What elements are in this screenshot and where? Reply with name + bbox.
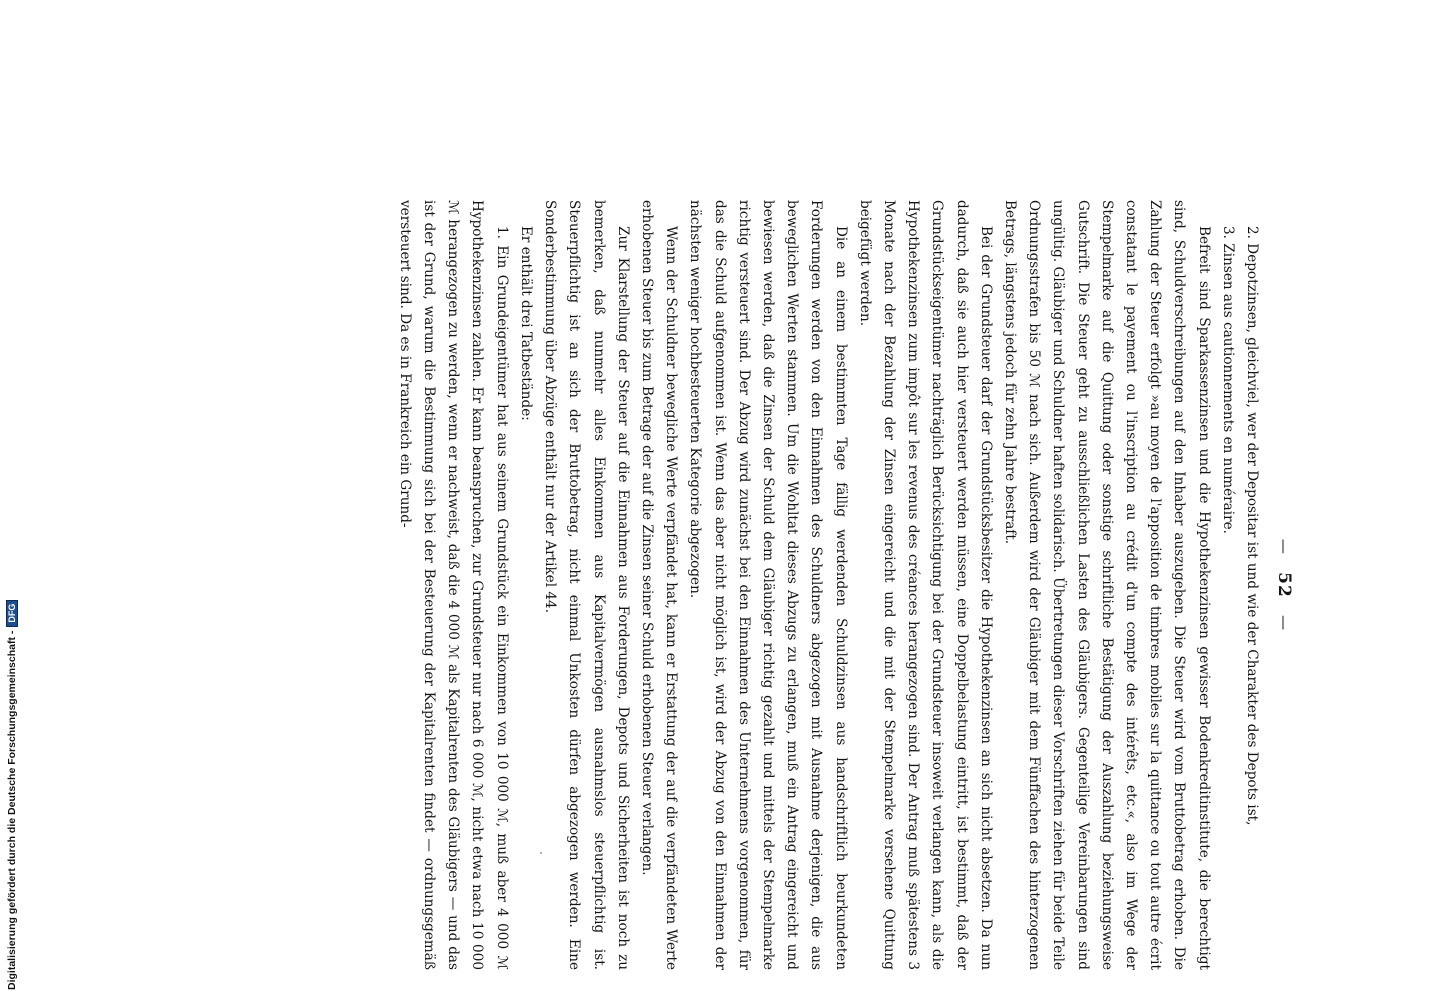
page-text [393, 200, 1264, 970]
credit-text: Digitalisierung gefördert durch die Deutsche Forschungsgemeinschaft - [6, 630, 18, 990]
dfg-logo: DFG [6, 600, 18, 627]
paragraph: Zur Klarstellung der Steuer auf die Einnahmen aus Forderungen, Depots und Sicherheiten ist noch zu bemerken, daß nunmehr alles Einkommen aus Kapitalvermögen ausnahmslos steuerpflichtig ist. Steuerpflichtig ist an sich der Bruttobetrag, nicht einmal Unkosten dürfen abgezogen werden. Eine Sonderbestimmung über Abzüge enthält nur der Artikel 44. [542, 200, 631, 970]
paragraph: 2. Depotzinsen, gleichviel, wer der Depositar ist und wie der Charakter des Depots ist, [1244, 226, 1260, 826]
page-number: 52 [1274, 572, 1294, 598]
paragraph: Bei der Grundsteuer darf der Grundstücksbesitzer die Hypothekenzinsen an sich nicht absetzen. Da nun dadurch, daß sie auch hier versteuert werden müssen, eine Doppelbelastung eintritt, ist bestimmt, daß der Grundstückseigentümer nachträglich Berücksichtigung bei der Grundsteuer insoweit verlangen kann, als die Hypothekenzinsen zum impôt sur les revenus des créances herangezogen sind. Der Antrag muß spätestens 3 Monate nach der Bezahlung der Zinsen eingereicht und die mit der Stempelmarke versehene Quittung beigefügt werden. [856, 200, 994, 970]
header-dash-left: — [1275, 538, 1293, 555]
paragraph: Die an einem bestimmten Tage fällig werdenden Schuldzinsen aus handschriftlich beurkundeten Forderungen werden von den Einnahmen des Schuldners abgezogen mit Ausnahme derjenigen, die aus beweglichen Werten stammen. Um die Wohltat dieses Abzugs zu erlangen, muß ein Antrag eingereicht und bewiesen werden, daß die Zinsen der Schuld dem Gläubiger richtig gezahlt und mittels der Stempelmarke richtig versteuert sind. Der Abzug wird zunächst bei den Einnahmen des Unternehmens vorgenommen, für das die Schuld aufgenommen ist. Wenn das aber nicht möglich ist, wird der Abzug von den Einnahmen der nächsten weniger hochbesteuerten Kategorie abgezogen. [687, 200, 849, 970]
paragraph: Befreit sind Sparkassenzinsen und die Hypothekenzinsen gewisser Bodenkreditinstitute, die berechtigt sind, Schuldverschreibungen auf den Inhaber auszugeben. Die Steuer wird vom Bruttobetrag erhoben. Die Zahlung der Steuer erfolgt »au moyen de l'apposition de timbres mobiles sur la quittance ou tout autre écrit constatant le payement ou l'inscription au crédit d'un compte des intérêts, etc.«, also im Wege der Stempelmarke auf die Quittung oder sonstige schriftliche Bestätigung der Auszahlung beziehungsweise Gutschrift. Die Steuer geht zu ausschließlichen Lasten des Gläubigers. Gegenteilige Vereinbarungen sind ungültig. Gläubiger und Schuldner haften solidarisch. Übertretungen dieser Vorschriften ziehen für beide Teile Ordnungsstrafen bis 50 ℳ nach sich. Außerdem wird der Gläubiger mit dem Fünffachen des hinterzogenen Betrags, längstens jedoch für zehn Jahre bestraft. [1001, 200, 1212, 970]
paragraph: 1. Ein Grundeigentümer hat aus seinem Grundstück ein Einkommen von 10 000 ℳ, muß aber 4 000 ℳ Hypothekenzinsen zahlen. Er kann beanspruchen, zur Grundsteuer nur nach 6 000 ℳ, nicht etwa nach 10 000 ℳ herangezogen zu werden, wenn er nachweist, daß die 4 000 ℳ als Kapitalrenten des Gläubigers — und das ist der Grund, warum die Bestimmung sich bei der Besteuerung der Kapitalrenten findet — ordnungsgemäß versteuert sind. Da es in Frankreich ein Grund- [396, 200, 510, 970]
rotated-page-body [146, 200, 1296, 970]
header-dash-right: — [1275, 615, 1293, 632]
paragraph: 3. Zinsen aus cautionnements en numéraire. [1219, 226, 1236, 534]
scan-speck [540, 852, 542, 854]
digitization-credit [6, 600, 18, 990]
paragraph: Wenn der Schuldner bewegliche Werte verpfändet hat, kann er Erstattung der auf die verpfändeten Werte erhobenen Steuer bis zum Betrage der auf die Zinsen seiner Schuld erhobenen Steuer verlangen. [638, 200, 680, 970]
page-header [1274, 200, 1294, 970]
paragraph: Er enthält drei Tatbestände: [517, 226, 534, 421]
